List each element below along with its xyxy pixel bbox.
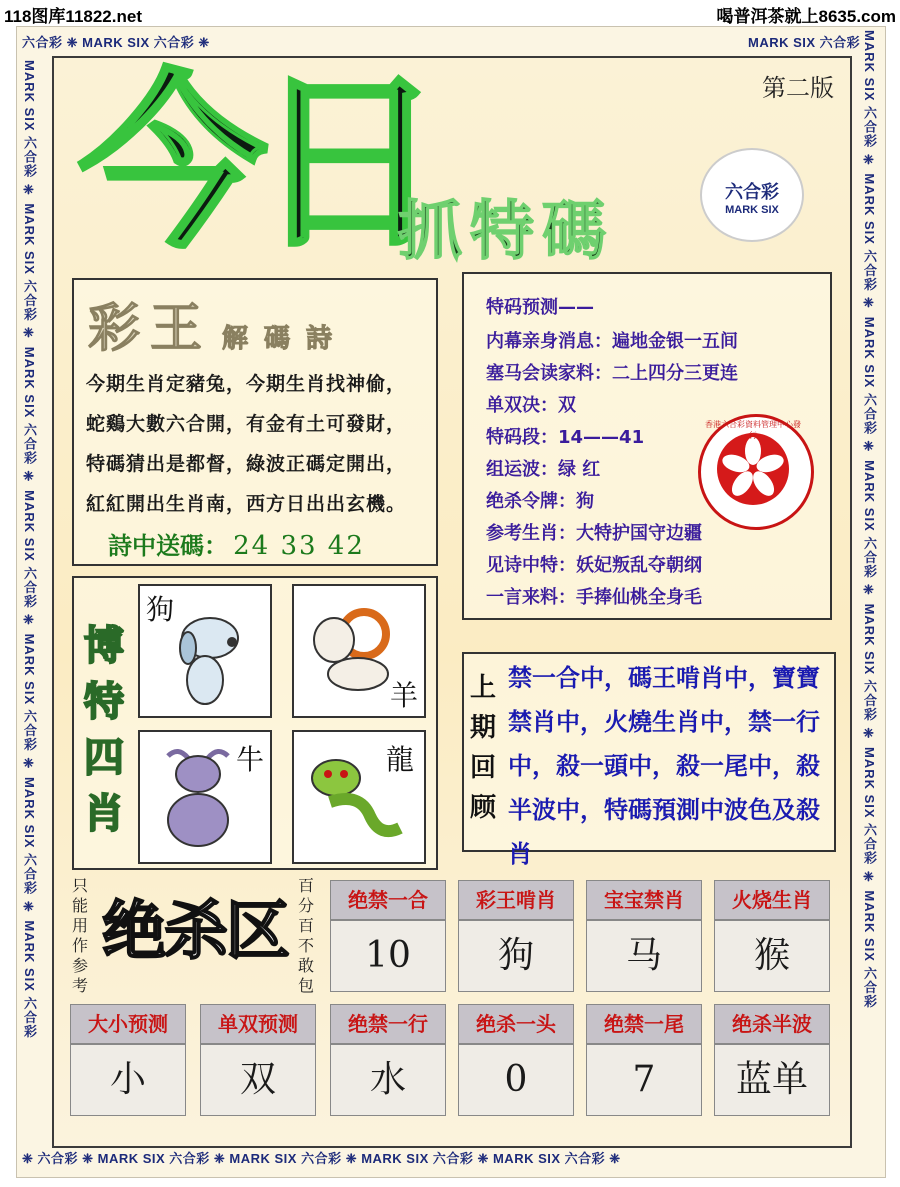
prediction-line: 绝杀令牌：狗 [486,491,594,512]
poem-line: 蛇鷄大數六合開，有金有土可發財， [86,413,407,435]
zodiac-label: 博特四肖 [84,622,124,837]
title-char-2: 日 [254,51,445,274]
prediction-line: 参考生肖：大特护国守边疆 [486,523,702,544]
poem-line: 今期生肖定豬兔，今期生肖找神偷， [86,373,407,395]
kill-cell-head: 绝禁一尾 [586,1004,702,1044]
prediction-line: 单双决：双 [486,395,576,416]
border-strip-left: MARK SIX 六合彩 ❈ MARK SIX 六合彩 ❈ MARK SIX 六合彩 ❈ MARK SIX 六合彩 ❈ MARK SIX 六合彩 ❈ MARK SIX 六合彩 ❈ MARK SIX 六合彩 [22,60,37,1039]
kill-cell-value: 猴 [714,920,830,992]
zodiac-name: 狗 [146,593,175,626]
kill-cell-head: 火烧生肖 [714,880,830,920]
prediction-line: 塞马会读家料：二上四分三更连 [486,363,738,384]
zodiac-name: 龍 [385,743,414,776]
poem-send-label: 詩中送碼： [108,531,228,560]
hk-seal-icon [698,414,814,530]
right-site-link[interactable]: 喝普洱茶就上8635.com [716,7,896,26]
dragon-icon [300,742,410,852]
border-strip-top-left: 六合彩 ❈ MARK SIX 六合彩 ❈ [22,35,210,50]
seal-text: 香港六合彩資料管理中心發行 [705,420,801,440]
zodiac-card-ox [138,730,272,864]
prediction-box [462,272,832,620]
kill-cell-value: 狗 [458,920,574,992]
poem-heading-big: 彩王 [88,298,213,359]
kill-cell-value: 小 [70,1044,186,1116]
poem-line: 特碼猜出是都督，綠波正碼定開出， [86,453,407,475]
ox-icon [148,742,248,852]
zodiac-card-goat [292,584,426,718]
kill-cell [200,1004,316,1116]
goat-icon [302,594,402,694]
kill-cell [714,880,830,992]
poem-lines [86,364,430,524]
kill-cell-value: 7 [586,1044,702,1116]
left-site-link[interactable]: 118图库11822.net [4,7,142,26]
prediction-line: 内幕亲身消息：遍地金银一五间 [486,331,738,352]
border-strip-right: MARK SIX 六合彩 ❈ MARK SIX 六合彩 ❈ MARK SIX 六合彩 ❈ MARK SIX 六合彩 ❈ MARK SIX 六合彩 ❈ MARK SIX 六合彩 ❈ MARK SIX 六合彩 [862,30,877,1009]
kill-cell [586,880,702,992]
kill-cell-head: 彩王啃肖 [458,880,574,920]
title-char-1: 今 [78,51,269,274]
last-period-text: 禁一合中，碼王啃肖中，寶寶禁肖中，火燒生肖中，禁一行中，殺一頭中，殺一尾中，殺半波中，特碼預測中波色及殺肖 [508,663,820,868]
kill-cell-head: 绝杀半波 [714,1004,830,1044]
border-strip-top-right: MARK SIX 六合彩 [748,35,861,50]
kill-cell [458,1004,574,1116]
last-period-label: 上期回顾 [470,673,497,823]
poem-send-row [108,526,365,561]
kill-cell [714,1004,830,1116]
kill-cell-head: 绝杀一头 [458,1004,574,1044]
kill-cell [70,1004,186,1116]
prediction-title: 特码预测—— [486,297,594,318]
title-subtitle: 抓特碼 [398,194,614,269]
logo-sub: MARK SIX [725,204,779,216]
prediction-line: 见诗中特：妖妃叛乱夺朝纲 [486,555,702,576]
zodiac-name: 羊 [389,679,418,712]
zodiac-name: 牛 [235,743,264,776]
zodiac-card-dog [138,584,272,718]
top-bar [0,0,900,24]
poem-heading-small: 解碼詩 [222,324,349,354]
kill-cell [330,880,446,992]
kill-cell-value: 双 [200,1044,316,1116]
kill-cell [586,1004,702,1116]
kill-cell-value: 0 [458,1044,574,1116]
dog-icon [160,608,260,708]
kill-cell-value: 蓝单 [714,1044,830,1116]
version-label: 第二版 [762,74,834,102]
border-strip-bottom: ❈ 六合彩 ❈ MARK SIX 六合彩 ❈ MARK SIX 六合彩 ❈ MARK SIX 六合彩 ❈ MARK SIX 六合彩 ❈ [22,1151,621,1166]
zodiac-card-dragon [292,730,426,864]
kill-cell [330,1004,446,1116]
kill-cell-value: 马 [586,920,702,992]
prediction-line: 一言来料：手捧仙桃全身毛 [486,587,702,608]
kill-cell-value: 10 [330,920,446,992]
poem-send-numbers: 24 33 42 [233,531,365,561]
kill-zone-left-note: 只能用作参考 [72,876,89,995]
kill-cell-head: 绝禁一行 [330,1004,446,1044]
kill-cell-head: 绝禁一合 [330,880,446,920]
kill-zone-title: 绝杀区 [102,895,288,969]
kill-cell [458,880,574,992]
poem-line: 紅紅開出生肖南，西方日出出玄機。 [86,493,407,515]
mark-six-logo [700,148,804,242]
poem-box [72,278,438,566]
zodiac-box [72,576,438,870]
kill-cell-value: 水 [330,1044,446,1116]
prediction-line: 组运波：绿 红 [486,459,601,480]
last-period-box [462,652,836,868]
kill-zone-right-note: 百分百不敢包 [298,876,315,995]
kill-cell-head: 单双预测 [200,1004,316,1044]
kill-cell-head: 宝宝禁肖 [586,880,702,920]
logo-text: 六合彩 [725,182,779,203]
kill-cell-head: 大小预测 [70,1004,186,1044]
prediction-line: 特码段：14——41 [486,427,645,448]
